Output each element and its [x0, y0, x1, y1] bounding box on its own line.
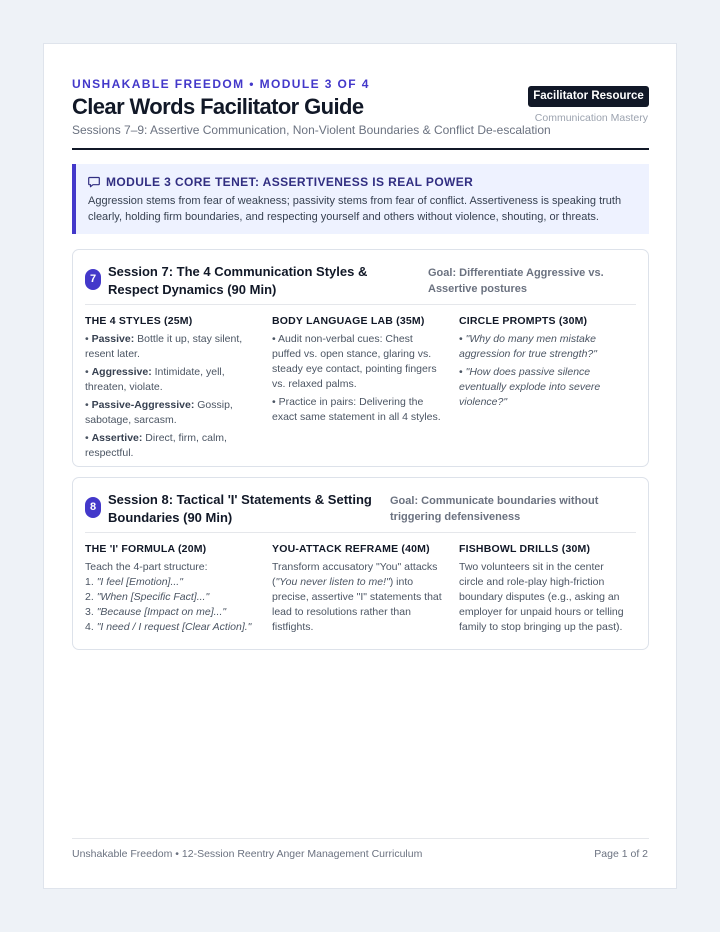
list-item: 4. "I need / I request [Clear Action]." — [85, 621, 252, 633]
module-eyebrow: UNSHAKABLE FREEDOM • MODULE 3 OF 4 — [72, 77, 370, 91]
page-number: Page 1 of 2 — [594, 848, 648, 860]
list-item: • Passive: Bottle it up, stay silent, resent later. — [85, 333, 243, 360]
session-8-goal: Goal: Communicate boundaries without triggering defensiveness — [390, 495, 599, 523]
session-number-badge: 7 — [85, 269, 101, 290]
tenet-heading: MODULE 3 CORE TENET: ASSERTIVENESS IS REAL POWER — [106, 175, 474, 189]
list-item: 1. "I feel [Emotion]..." — [85, 576, 183, 588]
session-7-goal: Goal: Differentiate Aggressive vs. Assertive postures — [428, 267, 604, 295]
formula-intro: Teach the 4-part structure: — [85, 561, 208, 573]
session-8-title: Session 8: Tactical 'I' Statements & Setting Boundaries (90 Min) — [108, 492, 372, 525]
session-7-title: Session 7: The 4 Communication Styles & Respect Dynamics (90 Min) — [108, 264, 368, 297]
body-language-column — [272, 314, 444, 428]
i-formula-column — [85, 542, 257, 635]
footer-curriculum: Unshakable Freedom • 12-Session Reentry Anger Management Curriculum — [72, 848, 423, 860]
header-divider — [72, 148, 649, 150]
badge-subtitle: Communication Mastery — [534, 112, 648, 124]
list-item: • "Why do many men mistake aggression for true strength?" — [459, 333, 597, 360]
column-heading: FISHBOWL DRILLS (30M) — [459, 543, 591, 555]
column-heading: THE 4 STYLES (25M) — [85, 315, 193, 327]
list-item: • Practice in pairs: Delivering the exact same statement in all 4 styles. — [272, 396, 441, 423]
column-heading: THE 'I' FORMULA (20M) — [85, 543, 207, 555]
list-item: • Passive-Aggressive: Gossip, sabotage, sarcasm. — [85, 399, 233, 426]
fishbowl-column — [459, 542, 631, 635]
session-7-card — [72, 249, 649, 467]
list-item: • Aggressive: Intimidate, yell, threaten, violate. — [85, 366, 225, 393]
list-item: 2. "When [Specific Fact]..." — [85, 591, 210, 603]
list-item: 3. "Because [Impact on me]..." — [85, 606, 227, 618]
column-heading: YOU-ATTACK REFRAME (40M) — [272, 543, 430, 555]
card-divider — [85, 532, 636, 533]
circle-prompts-column — [459, 314, 631, 413]
list-item: • Assertive: Direct, firm, calm, respectful. — [85, 432, 227, 459]
column-heading: BODY LANGUAGE LAB (35M) — [272, 315, 425, 327]
reframe-body: Transform accusatory "You" attacks ("You never listen to me!") into precise, assertive "I" statements that lead to resolutions rather than fistfights. — [272, 561, 442, 633]
column-heading: CIRCLE PROMPTS (30M) — [459, 315, 588, 327]
tenet-body: Aggression stems from fear of weakness; passivity stems from fear of conflict. Assertiveness is speaking truth clearly, holding firm boundaries, and respecting yourself and others without violence, shouting, or threats. — [88, 195, 622, 223]
page-title: Clear Words Facilitator Guide — [72, 94, 364, 119]
fishbowl-body: Two volunteers sit in the center circle and role-play high-friction boundary disputes (e.g., asking an employer for unpaid hours or telling family to stop bringing up the past). — [459, 561, 624, 633]
list-item: • Audit non-verbal cues: Chest puffed vs. open stance, glaring vs. steady eye contact, pointing fingers vs. relaxed palms. — [272, 333, 437, 390]
card-divider — [85, 304, 636, 305]
session-number-badge: 8 — [85, 497, 101, 518]
page-subtitle: Sessions 7–9: Assertive Communication, Non-Violent Boundaries & Conflict De-escalation — [72, 123, 551, 137]
styles-column — [85, 314, 257, 464]
document-page — [43, 43, 677, 889]
core-tenet-callout — [72, 164, 649, 234]
session-8-card — [72, 477, 649, 650]
reframe-column — [272, 542, 444, 635]
chat-bubble-icon — [88, 176, 100, 188]
list-item: • "How does passive silence eventually explode into severe violence?" — [459, 366, 601, 408]
facilitator-badge: Facilitator Resource — [528, 86, 649, 107]
footer-divider — [72, 838, 649, 839]
